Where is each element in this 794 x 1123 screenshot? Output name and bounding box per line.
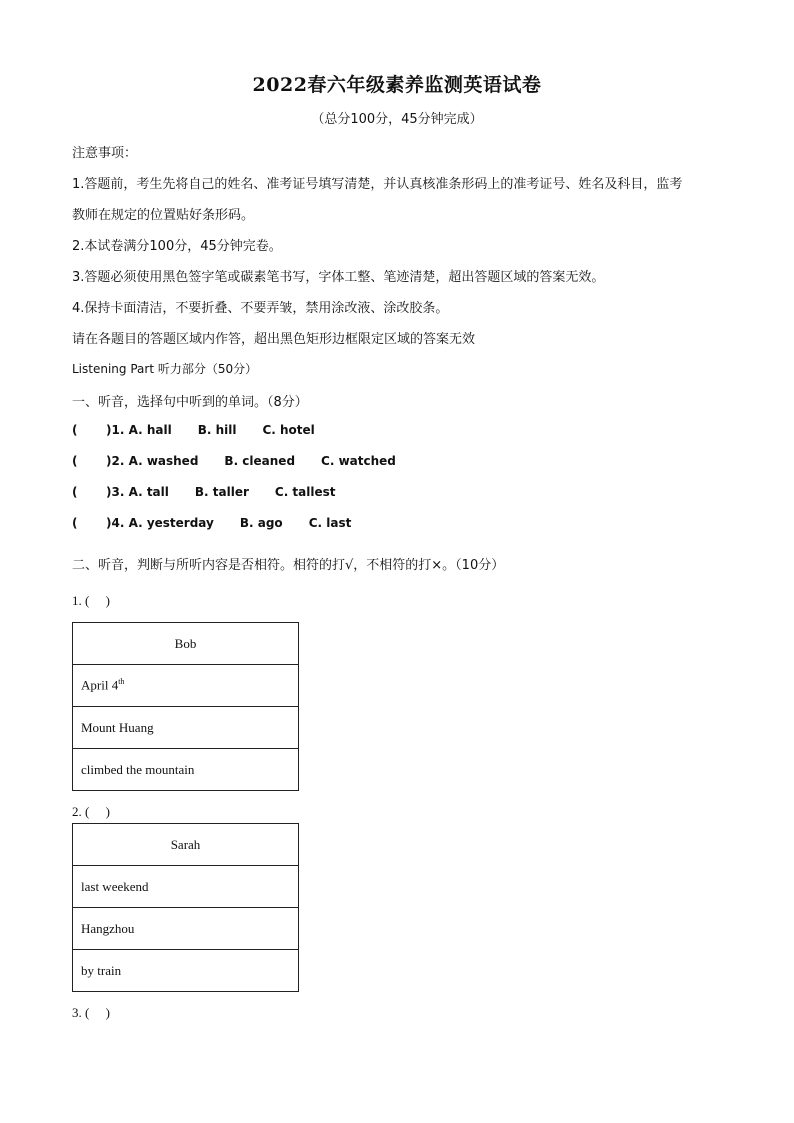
notice-item-4: 4.保持卡面清洁，不要折叠、不要弄皱，禁用涂改液、涂改胶条。: [72, 301, 449, 316]
question-4: [72, 516, 351, 530]
question-1-option-b: B. hill: [197, 423, 237, 437]
table-cell: Hangzhou: [73, 908, 299, 950]
table-cell: Bob: [73, 623, 299, 665]
question-3-option-b: B. taller: [194, 485, 249, 499]
table-cell: last weekend: [73, 866, 299, 908]
question-2-option-a: )2. A. washed: [106, 454, 199, 468]
notice-item-2: 2.本试卷满分100分，45分钟完卷。: [72, 239, 282, 254]
answer-paren[interactable]: (: [72, 423, 78, 437]
question-4-option-c: C. last: [308, 516, 352, 530]
answer-paren[interactable]: (: [72, 485, 78, 499]
question-4-option-a: )4. A. yesterday: [106, 516, 214, 530]
section1-heading: 一、听音，选择句中听到的单词。（8分）: [72, 395, 308, 410]
page-subtitle: （总分100分，45分钟完成）: [311, 112, 483, 127]
section2-heading: 二、听音，判断与所听内容是否相符。相符的打√，不相符的打×。（10分）: [72, 558, 505, 573]
listening-part-heading: Listening Part 听力部分（50分）: [72, 362, 258, 376]
question-3-option-c: C. tallest: [274, 485, 336, 499]
notice-item-1b: 教师在规定的位置贴好条形码。: [72, 208, 255, 223]
notice-item-3: 3.答题必须使用黑色签字笔或碳素笔书写，字体工整、笔迹清楚，超出答题区域的答案无效。: [72, 270, 605, 285]
question-2: [72, 454, 396, 468]
answer-paren[interactable]: (: [72, 454, 78, 468]
section2-question-3: 3. ( ): [72, 1005, 110, 1020]
question-1-option-a: )1. A. hall: [106, 423, 172, 437]
question-3: [72, 485, 336, 499]
question-4-option-b: B. ago: [239, 516, 283, 530]
table-cell: April 4th: [73, 665, 299, 707]
question-1-option-c: C. hotel: [262, 423, 315, 437]
table-cell: climbed the mountain: [73, 749, 299, 791]
notice-item-5: 请在各题目的答题区域内作答，超出黑色矩形边框限定区域的答案无效: [72, 332, 476, 347]
section2-question-1: 1. ( ): [72, 593, 110, 608]
info-table-2: [72, 823, 299, 992]
answer-paren[interactable]: (: [72, 516, 78, 530]
section2-question-2: 2. ( ): [72, 804, 110, 819]
question-2-option-b: B. cleaned: [224, 454, 296, 468]
question-3-option-a: )3. A. tall: [106, 485, 169, 499]
page-title: 2022春六年级素养监测英语试卷: [252, 74, 542, 96]
table-cell: Mount Huang: [73, 707, 299, 749]
table-cell: Sarah: [73, 824, 299, 866]
question-2-option-c: C. watched: [321, 454, 396, 468]
question-1: [72, 423, 315, 437]
table-cell: by train: [73, 950, 299, 992]
notice-heading: 注意事项：: [72, 146, 138, 161]
info-table-1: [72, 622, 299, 791]
notice-item-1a: 1.答题前，考生先将自己的姓名、准考证号填写清楚，并认真核准条形码上的准考证号、姓名及科目，监考: [72, 177, 683, 192]
